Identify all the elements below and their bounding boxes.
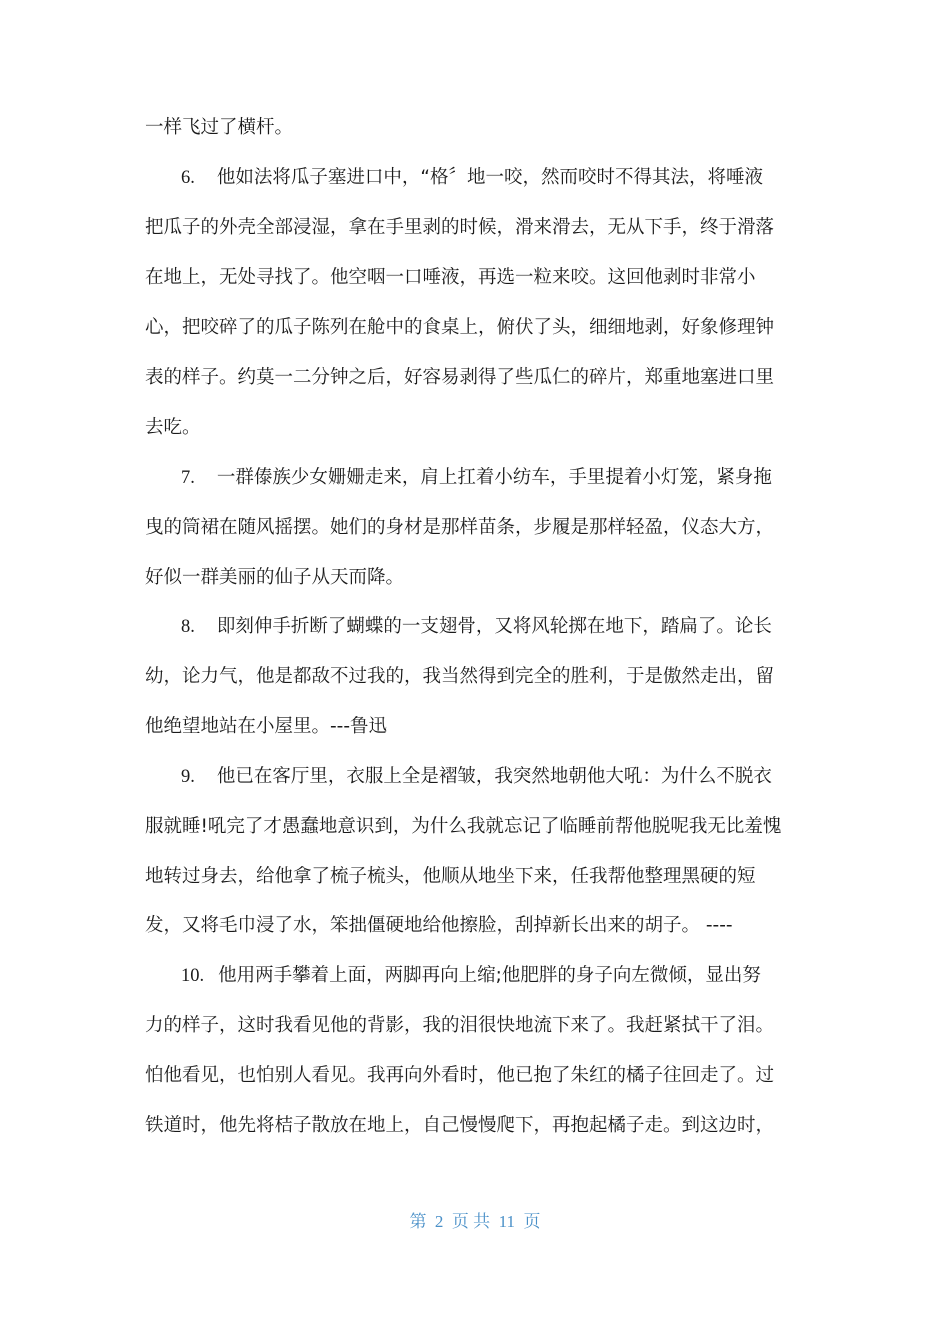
item-number: 6. <box>181 168 195 188</box>
text-line: 曳的筒裙在随风摇摆。她们的身材是那样苗条，步履是那样轻盈，仪态大方， <box>145 517 775 538</box>
paragraph-8-first-line <box>181 614 772 640</box>
page-number-footer: 第 2 页 共 11 页 <box>409 1212 541 1231</box>
text-line: 服就睡!吼完了才愚蠢地意识到，为什么我就忘记了临睡前帮他脱呢我无比羞愧 <box>145 816 782 837</box>
text-line: 好似一群美丽的仙子从天而降。 <box>145 567 405 588</box>
text-line: 把瓜子的外壳全部浸湿，拿在手里剥的时候，滑来滑去，无从下手，终于滑落 <box>145 217 775 238</box>
item-number: 7. <box>181 468 195 488</box>
text-line: 在地上，无处寻找了。他空咽一口唾液，再选一粒来咬。这回他剥时非常小 <box>145 267 756 288</box>
text-line: 他已在客厅里，衣服上全是褶皱，我突然地朝他大吼：为什么不脱衣 <box>216 766 772 787</box>
text-line: 表的样子。约莫一二分钟之后，好容易剥得了些瓜仁的碎片，郑重地塞进口里 <box>145 367 775 388</box>
text-line: 即刻伸手折断了蝴蝶的一支翅骨，又将风轮掷在地下，踏扁了。论长 <box>216 616 772 637</box>
text-line: 力的样子，这时我看见他的背影，我的泪很快地流下来了。我赶紧拭干了泪。 <box>145 1015 775 1036</box>
text-line: 一样飞过了横杆。 <box>145 117 294 138</box>
paragraph-6-first-line <box>181 165 763 191</box>
text-line: 幼，论力气，他是都敌不过我的，我当然得到完全的胜利，于是傲然走出，留 <box>145 666 775 687</box>
text-line: 去吃。 <box>145 417 201 438</box>
text-line: 铁道时，他先将桔子散放在地上，自己慢慢爬下，再抱起橘子走。到这边时， <box>145 1115 775 1136</box>
paragraph-10-first-line <box>181 963 761 989</box>
item-number: 8. <box>181 617 195 637</box>
text-line: 一群傣族少女姗姗走来，肩上扛着小纺车，手里提着小灯笼，紧身拖 <box>216 467 772 488</box>
text-line: 发，又将毛巾浸了水，笨拙僵硬地给他擦脸，刮掉新长出来的胡子。 ---- <box>145 915 733 936</box>
text-line: 他用两手攀着上面，两脚再向上缩;他肥胖的身子向左微倾，显出努 <box>218 965 761 986</box>
paragraph-9-first-line <box>181 764 772 790</box>
text-line: 他如法将瓜子塞进口中，“格〞地一咬，然而咬时不得其法，将唾液 <box>216 167 763 188</box>
text-line: 地转过身去，给他拿了梳子梳头，他顺从地坐下来，任我帮他整理黑硬的短 <box>145 866 756 887</box>
paragraph-7-first-line <box>181 465 772 491</box>
text-line: 心，把咬碎了的瓜子陈列在舱中的食桌上，俯伏了头，细细地剥，好象修理钟 <box>145 317 775 338</box>
item-number: 10. <box>181 966 205 986</box>
text-line: 怕他看见，也怕别人看见。我再向外看时，他已抱了朱红的橘子往回走了。过 <box>145 1065 775 1086</box>
item-number: 9. <box>181 767 195 787</box>
text-line: 他绝望地站在小屋里。---鲁迅 <box>145 716 388 737</box>
